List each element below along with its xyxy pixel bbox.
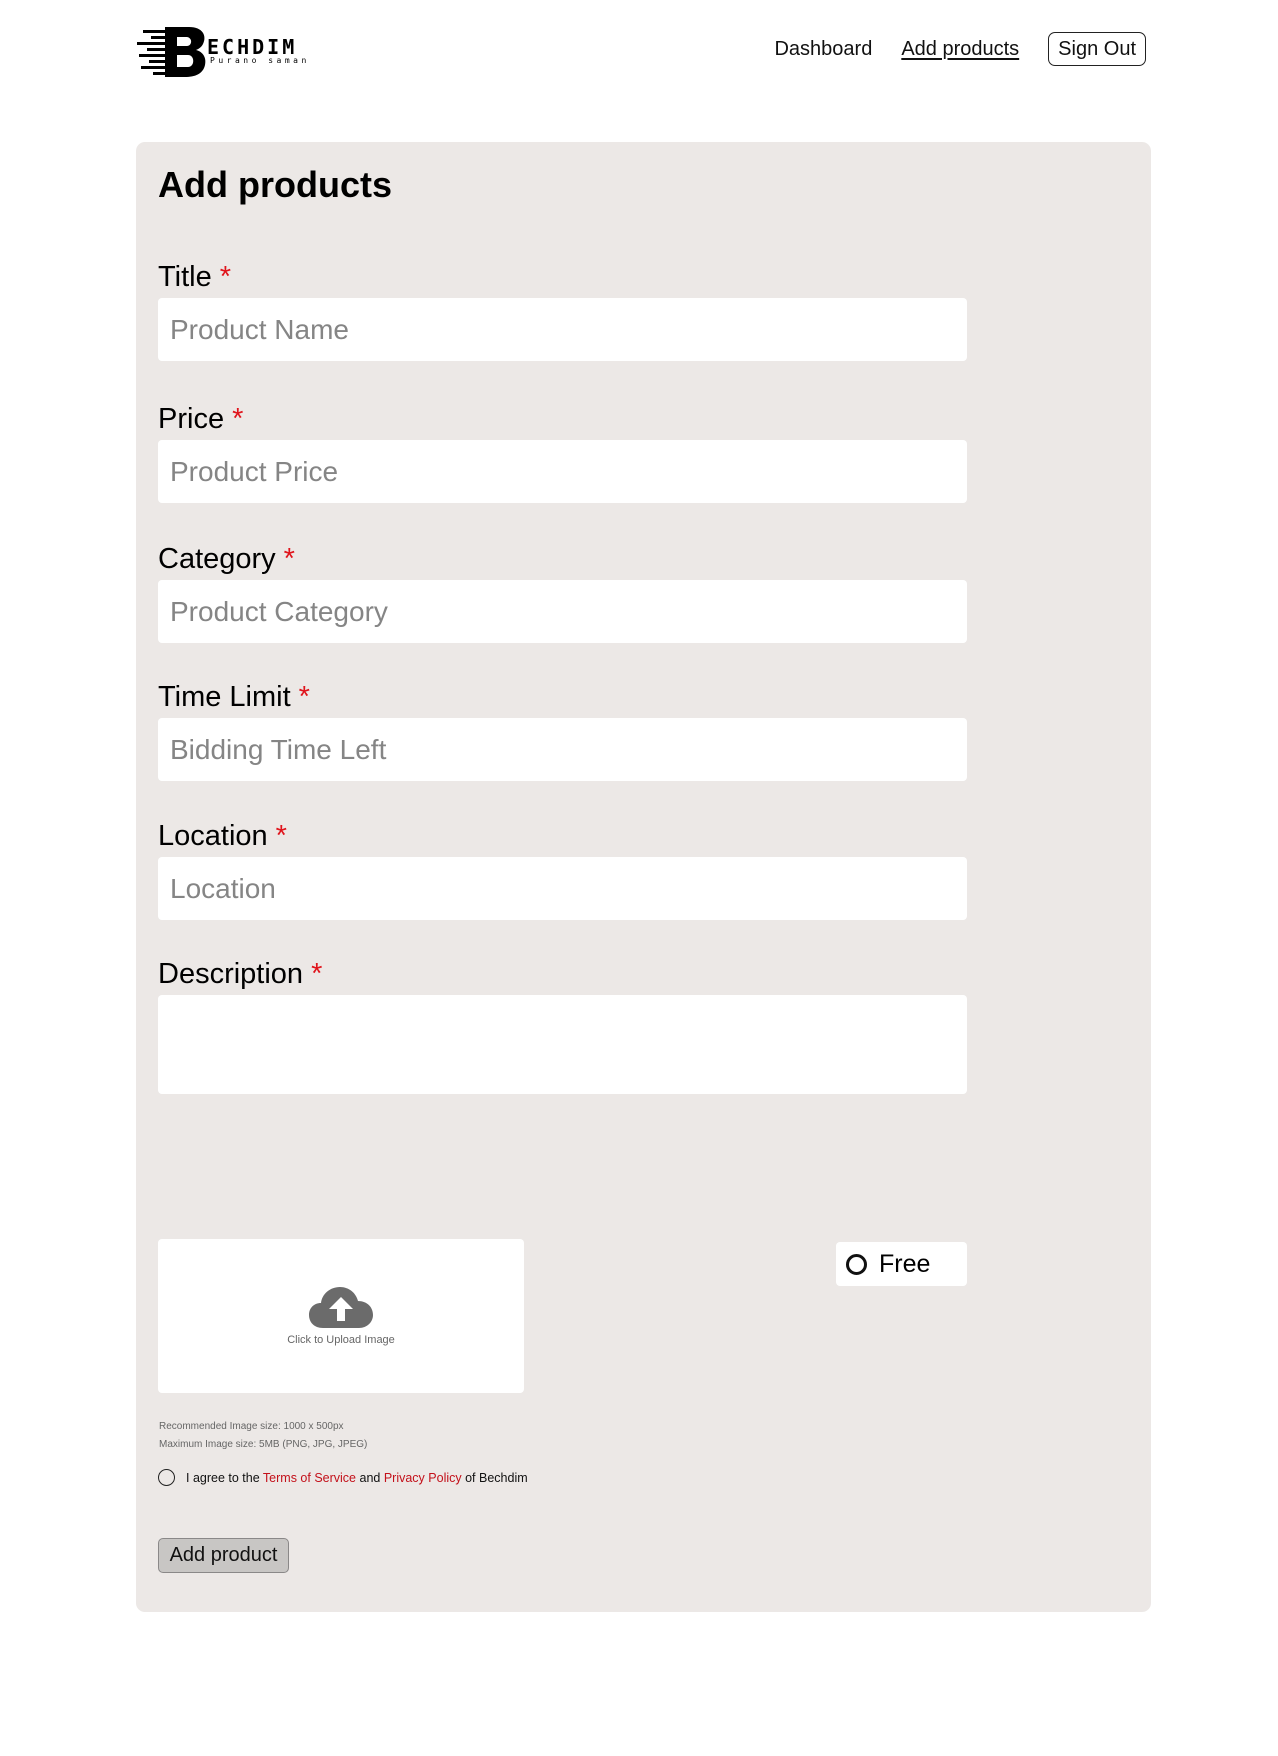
time-limit-field-group [158,678,967,781]
terms-of-service-link[interactable]: Terms of Service [262,1470,357,1485]
required-mark: * [311,958,323,990]
logo-b-icon [137,22,217,80]
agreement-text [186,1471,528,1485]
category-input[interactable] [158,580,967,643]
image-upload-area[interactable] [158,1239,524,1393]
top-nav [774,32,1148,66]
price-field-group [158,400,967,503]
agreement-prefix: I agree to the [186,1470,263,1485]
title-input[interactable] [158,298,967,361]
page-title: Add products [158,164,392,205]
agreement-middle: and [356,1470,384,1485]
time-limit-input[interactable] [158,718,967,781]
recommended-size-hint: Recommended Image size: 1000 x 500px [159,1421,344,1432]
free-label: Free [879,1249,931,1278]
price-input[interactable] [158,440,967,503]
logo-tagline: Purano saman [210,56,310,65]
agree-radio[interactable] [158,1469,175,1486]
required-mark: * [232,403,244,435]
logo-brand-text: ECHDIM [207,35,298,59]
nav-add-products-link[interactable]: Add products [901,38,1020,60]
location-label: Location [158,820,268,852]
time-limit-label: Time Limit [158,681,291,713]
privacy-policy-link[interactable]: Privacy Policy [383,1470,462,1485]
title-label: Title [158,261,212,293]
add-product-form [136,142,1151,1612]
maximum-size-hint: Maximum Image size: 5MB (PNG, JPG, JPEG) [159,1439,368,1450]
add-product-button[interactable]: Add product [158,1538,289,1573]
terms-agreement [158,1469,528,1486]
description-label: Description [158,958,304,990]
required-mark: * [219,261,232,293]
location-field-group [158,817,967,920]
agreement-suffix: of Bechdim [461,1470,528,1485]
required-mark: * [283,543,295,575]
category-label: Category [158,543,276,575]
nav-dashboard-link[interactable]: Dashboard [774,38,873,60]
category-field-group [158,540,967,643]
upload-label: Click to Upload Image [287,1334,395,1346]
title-field-group [158,258,967,361]
header [137,18,1148,84]
description-textarea[interactable] [158,995,967,1094]
price-label: Price [158,403,225,435]
free-option[interactable] [836,1242,967,1286]
required-mark: * [275,820,287,852]
sign-out-button[interactable]: Sign Out [1048,32,1146,66]
cloud-upload-icon [309,1286,373,1330]
logo[interactable] [137,22,337,80]
required-mark: * [298,681,310,713]
free-radio[interactable] [846,1254,867,1275]
description-field-group [158,955,967,1094]
location-input[interactable] [158,857,967,920]
